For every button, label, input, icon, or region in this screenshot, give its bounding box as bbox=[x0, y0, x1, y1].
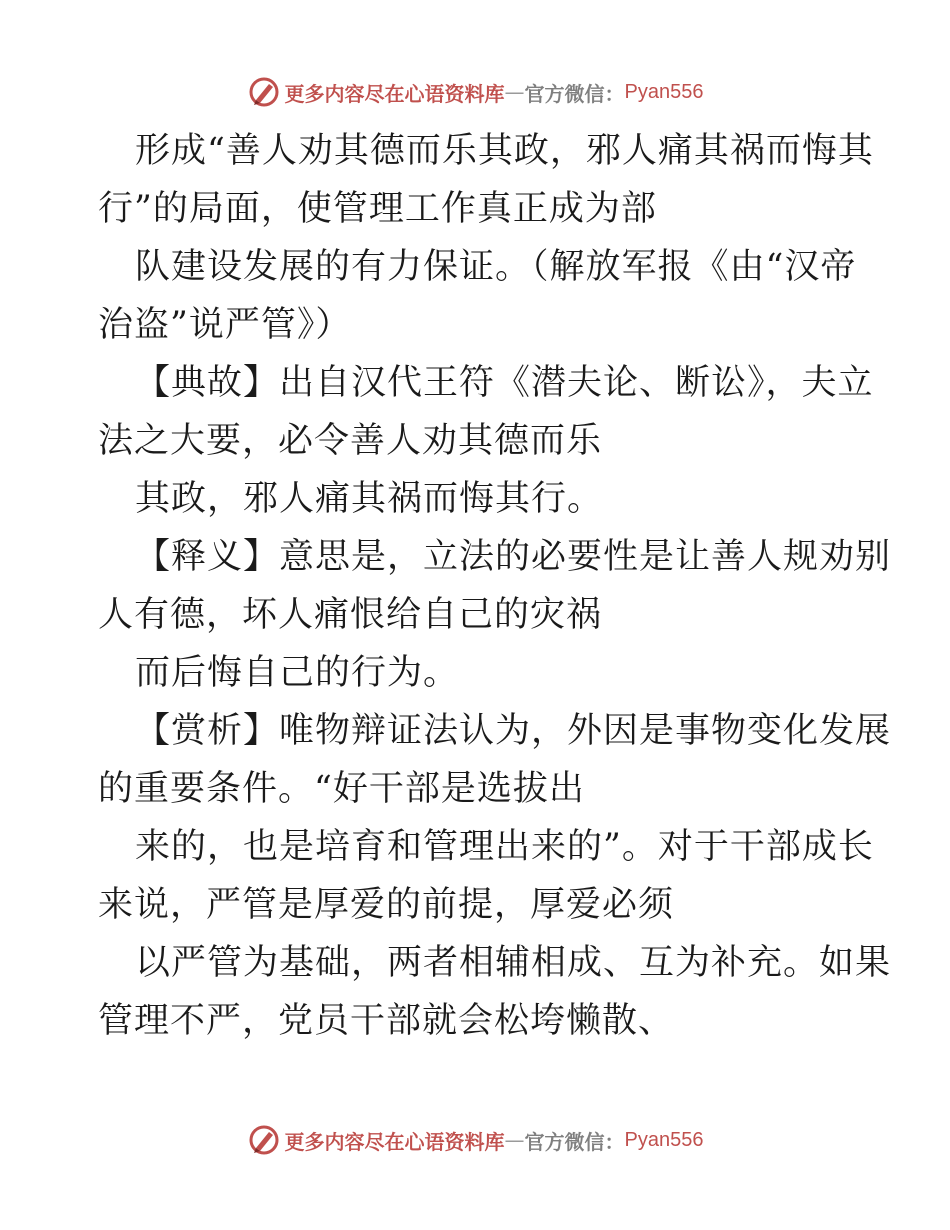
text-line: 队建设发展的有力保证。（解放军报《由“汉帝 bbox=[135, 247, 857, 287]
text-line: 法之大要，必令善人劝其德而乐 bbox=[98, 421, 603, 461]
text-line: 【典故】出自汉代王符《潜夫论、断讼》，夫立 bbox=[135, 363, 874, 403]
paragraph bbox=[98, 644, 858, 702]
banner-dash: — bbox=[504, 80, 525, 104]
paragraph bbox=[98, 238, 858, 354]
text-line: 而后悔自己的行为。 bbox=[135, 653, 460, 693]
paragraph bbox=[98, 470, 858, 528]
paragraph bbox=[98, 354, 874, 470]
text-line: 来说，严管是厚爱的前提，厚爱必须 bbox=[98, 885, 675, 925]
banner-wechat-id: Pyan556 bbox=[624, 80, 704, 103]
text-line: 【释义】意思是，立法的必要性是让善人规劝别 bbox=[135, 537, 892, 577]
banner-site-text: 更多内容尽在心语资料库 bbox=[284, 81, 505, 106]
text-line: 来的，也是培育和管理出来的”。对于干部成长 bbox=[135, 827, 874, 867]
banner-site-text: 更多内容尽在心语资料库 bbox=[284, 1129, 505, 1154]
pen-logo-icon bbox=[247, 75, 281, 109]
paragraph bbox=[98, 934, 892, 1050]
text-line: 其政，邪人痛其祸而悔其行。 bbox=[135, 479, 604, 519]
text-line: 的重要条件。“好干部是选拔出 bbox=[98, 769, 585, 809]
paragraph bbox=[98, 818, 874, 934]
banner-wechat-label: 官方微信： bbox=[524, 1129, 625, 1154]
banner-wechat-label: 官方微信： bbox=[524, 81, 625, 106]
footer-banner bbox=[0, 1120, 950, 1160]
text-line: 以严管为基础，两者相辅相成、互为补充。如果 bbox=[135, 943, 892, 983]
text-line: 形成“善人劝其德而乐其政，邪人痛其祸而悔其 bbox=[135, 131, 874, 171]
banner-dash: — bbox=[504, 1128, 525, 1152]
paragraph bbox=[98, 528, 892, 644]
text-line: 治盗”说严管》） bbox=[98, 305, 352, 345]
paragraph bbox=[98, 122, 874, 238]
text-line: 人有德，坏人痛恨给自己的灾祸 bbox=[98, 595, 603, 635]
text-line: 管理不严，党员干部就会松垮懒散、 bbox=[98, 1001, 675, 1041]
paragraph bbox=[98, 702, 892, 818]
banner-wechat-id: Pyan556 bbox=[624, 1128, 704, 1151]
text-line: 【赏析】唯物辩证法认为，外因是事物变化发展 bbox=[135, 711, 892, 751]
text-line: 行”的局面，使管理工作真正成为部 bbox=[98, 189, 657, 229]
document-body bbox=[98, 122, 892, 1050]
pen-logo-icon bbox=[247, 1123, 281, 1157]
header-banner bbox=[0, 72, 950, 112]
